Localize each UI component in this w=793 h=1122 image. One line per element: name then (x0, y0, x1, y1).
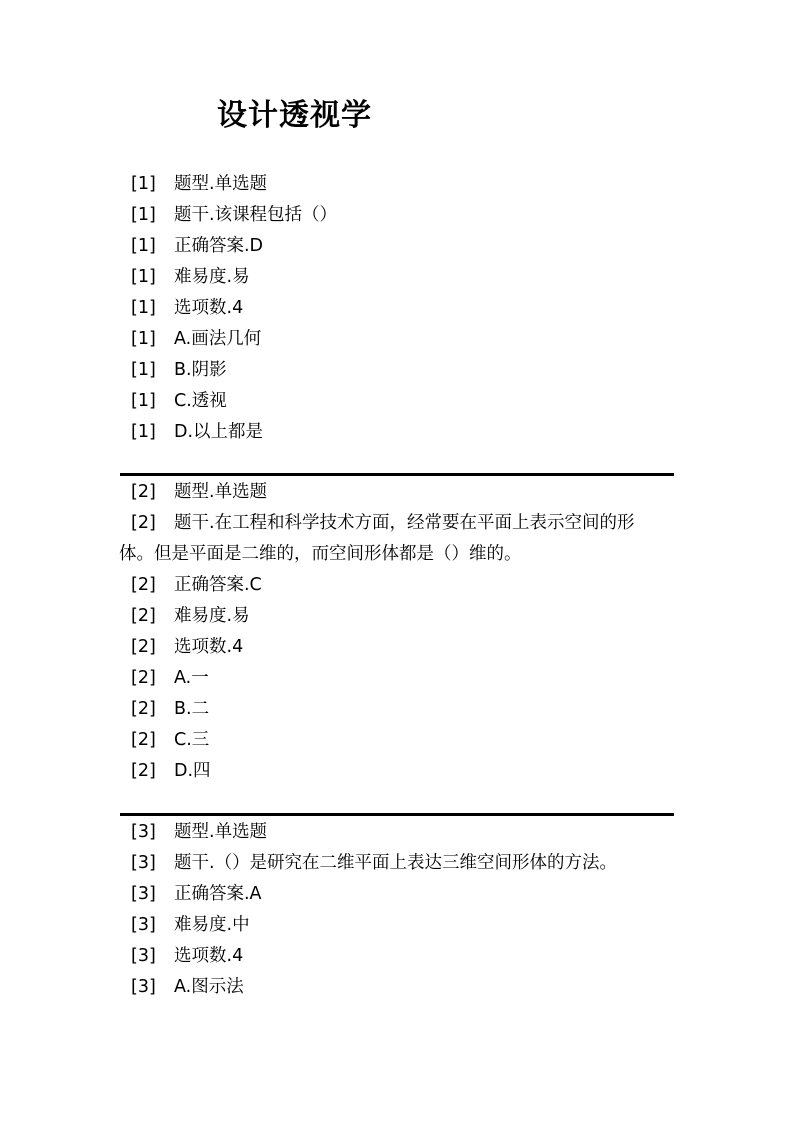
question-number: [3] (131, 977, 156, 997)
question-line (0, 169, 793, 200)
question-line (0, 324, 793, 355)
question-line (0, 508, 793, 539)
option-d: D.以上都是 (174, 422, 264, 442)
question-number: [2] (131, 513, 156, 533)
question-number: [2] (131, 761, 156, 781)
question-type: 题型.单选题 (174, 822, 268, 842)
question-number: [2] (131, 606, 156, 626)
question-line (0, 663, 793, 694)
option-b: B.阴影 (174, 360, 227, 380)
option-a: A.画法几何 (174, 329, 262, 349)
question-block-1 (0, 169, 793, 448)
question-line (0, 477, 793, 508)
question-line (0, 817, 793, 848)
option-c: C.三 (174, 730, 210, 750)
question-number: [2] (131, 637, 156, 657)
question-number: [1] (131, 267, 156, 287)
question-line (0, 848, 793, 879)
question-block-3 (0, 817, 793, 1003)
question-number: [1] (131, 236, 156, 256)
question-number: [2] (131, 668, 156, 688)
difficulty: 难易度.中 (174, 915, 250, 935)
question-line (0, 632, 793, 663)
question-number: [3] (131, 822, 156, 842)
question-stem-continuation: 体。但是平面是二维的，而空间形体都是（）维的。 (119, 544, 522, 564)
question-line (0, 694, 793, 725)
question-number: [2] (131, 575, 156, 595)
question-line (0, 601, 793, 632)
option-c: C.透视 (174, 391, 227, 411)
question-number: [3] (131, 915, 156, 935)
correct-answer: 正确答案.A (174, 884, 262, 904)
question-line (0, 725, 793, 756)
option-b: B.二 (174, 699, 210, 719)
question-number: [3] (131, 853, 156, 873)
question-line (0, 941, 793, 972)
question-line (0, 293, 793, 324)
question-number: [1] (131, 391, 156, 411)
question-line (0, 231, 793, 262)
question-line (0, 910, 793, 941)
question-line (0, 386, 793, 417)
difficulty: 难易度.易 (174, 606, 250, 626)
question-stem: 题干.该课程包括（） (174, 205, 338, 225)
question-line (0, 756, 793, 787)
option-count: 选项数.4 (174, 946, 244, 966)
option-d: D.四 (174, 761, 211, 781)
question-number: [1] (131, 298, 156, 318)
option-count: 选项数.4 (174, 637, 244, 657)
question-number: [1] (131, 174, 156, 194)
question-line (0, 262, 793, 293)
question-number: [1] (131, 329, 156, 349)
question-line (0, 417, 793, 448)
question-number: [1] (131, 205, 156, 225)
question-type: 题型.单选题 (174, 174, 268, 194)
option-count: 选项数.4 (174, 298, 244, 318)
correct-answer: 正确答案.C (174, 575, 262, 595)
question-number: [2] (131, 482, 156, 502)
option-a: A.图示法 (174, 977, 244, 997)
question-block-2 (0, 477, 793, 787)
option-a: A.一 (174, 668, 209, 688)
question-line (0, 570, 793, 601)
question-number: [3] (131, 946, 156, 966)
document-title: 设计透视学 (217, 98, 372, 133)
question-line (0, 200, 793, 231)
question-divider (120, 473, 674, 476)
question-stem: 题干.（）是研究在二维平面上表达三维空间形体的方法。 (174, 853, 618, 873)
question-number: [1] (131, 422, 156, 442)
question-number: [1] (131, 360, 156, 380)
question-stem: 题干.在工程和科学技术方面，经常要在平面上表示空间的形 (174, 513, 635, 533)
question-line (0, 972, 793, 1003)
question-number: [2] (131, 730, 156, 750)
question-divider (120, 813, 674, 816)
question-type: 题型.单选题 (174, 482, 268, 502)
question-line (0, 879, 793, 910)
difficulty: 难易度.易 (174, 267, 250, 287)
question-number: [3] (131, 884, 156, 904)
correct-answer: 正确答案.D (174, 236, 264, 256)
question-line (0, 355, 793, 386)
question-number: [2] (131, 699, 156, 719)
